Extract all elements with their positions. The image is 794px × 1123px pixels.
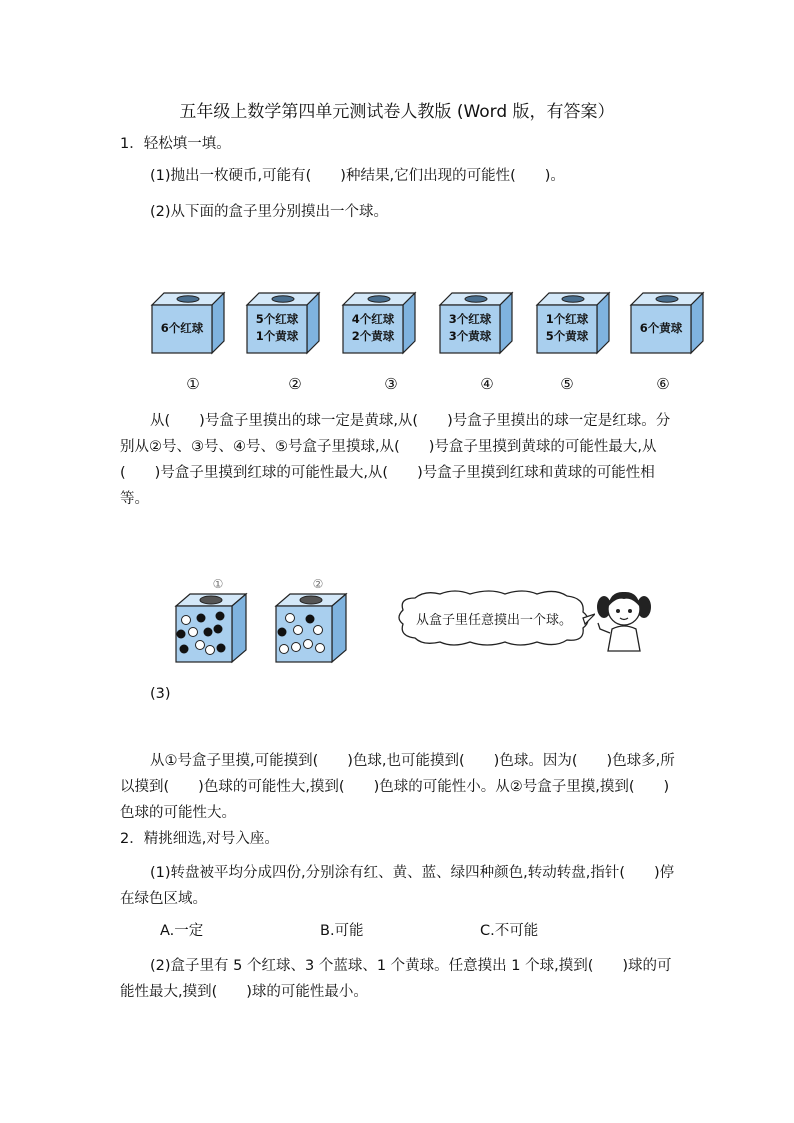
q1-part1: (1)抛出一枚硬币,可能有( )种结果,它们出现的可能性( )。	[150, 168, 565, 184]
ball-box-4-line2: 3个黄球	[448, 329, 492, 343]
ball-box-3-number: ③	[384, 375, 398, 393]
ball-box-6-label: 6个黄球	[639, 321, 683, 335]
ball-box-5-line1: 1个红球	[545, 312, 589, 326]
ball-box-6-number: ⑥	[656, 375, 670, 393]
q1-part3-answer: 从①号盒子里摸,可能摸到( )色球,也可能摸到( )色球。因为( )色球多,所以摸到( )色球的可能性大,摸到( )色球的可能性小。从②号盒子里摸,摸到( )色球的可能性大。	[120, 753, 675, 821]
ball-box-2-line2: 1个黄球	[255, 329, 299, 343]
q2-part1: (1)转盘被平均分成四份,分别涂有红、黄、蓝、绿四种颜色,转动转盘,指针( )停在绿色区域。	[120, 865, 675, 907]
ball-box-2-number: ②	[288, 375, 302, 393]
ball-box-4-label	[440, 311, 500, 345]
q1-part3-label: (3)	[150, 686, 171, 702]
ball-box-2-label	[247, 311, 307, 345]
ball-box-5-number: ⑤	[560, 375, 574, 393]
ball-box-3-line1: 4个红球	[351, 312, 395, 326]
q1-part2: (2)从下面的盒子里分别摸出一个球。	[150, 204, 389, 220]
q2-heading: 2．精挑细选,对号入座。	[120, 831, 279, 847]
ball-box-4-line1: 3个红球	[448, 312, 492, 326]
ball-box-5-label	[537, 311, 597, 345]
speech-text: 从盒子里任意摸出一个球。	[416, 613, 573, 628]
page-title: 五年级上数学第四单元测试卷人教版 (Word 版，有答案）	[179, 102, 615, 122]
ball-box-4-number: ④	[480, 375, 494, 393]
dot-box-1-number: ①	[212, 577, 224, 591]
ball-box-1-number: ①	[186, 375, 200, 393]
dot-box-1	[170, 592, 250, 664]
ball-box-3-label	[343, 311, 403, 345]
dot-box-2	[270, 592, 350, 664]
ball-box-2-line1: 5个红球	[255, 312, 299, 326]
ball-box-3-line2: 2个黄球	[351, 329, 395, 343]
ball-box-1-label: 6个红球	[160, 321, 204, 335]
q2-option-c: C.不可能	[480, 923, 539, 939]
q1-heading: 1．轻松填一填。	[120, 136, 231, 152]
q2-option-a: A.一定	[160, 923, 204, 939]
girl-illustration	[594, 585, 654, 653]
q2-option-b: B.可能	[320, 923, 364, 939]
q2-part2: (2)盒子里有 5 个红球、3 个蓝球、1 个黄球。任意摸出 1 个球,摸到( )球的可能性最大,摸到( )球的可能性最小。	[120, 958, 672, 1000]
q1-part2-answer: 从( )号盒子里摸出的球一定是黄球,从( )号盒子里摸出的球一定是红球。分别从②号、③号、④号、⑤号盒子里摸球,从( )号盒子里摸到黄球的可能性最大,从( )号盒子里摸到红球的可能性最大,从( )号盒子里摸到红球和黄球的可能性相等。	[120, 413, 671, 507]
dot-box-2-number: ②	[312, 577, 324, 591]
ball-box-5-line2: 5个黄球	[545, 329, 589, 343]
